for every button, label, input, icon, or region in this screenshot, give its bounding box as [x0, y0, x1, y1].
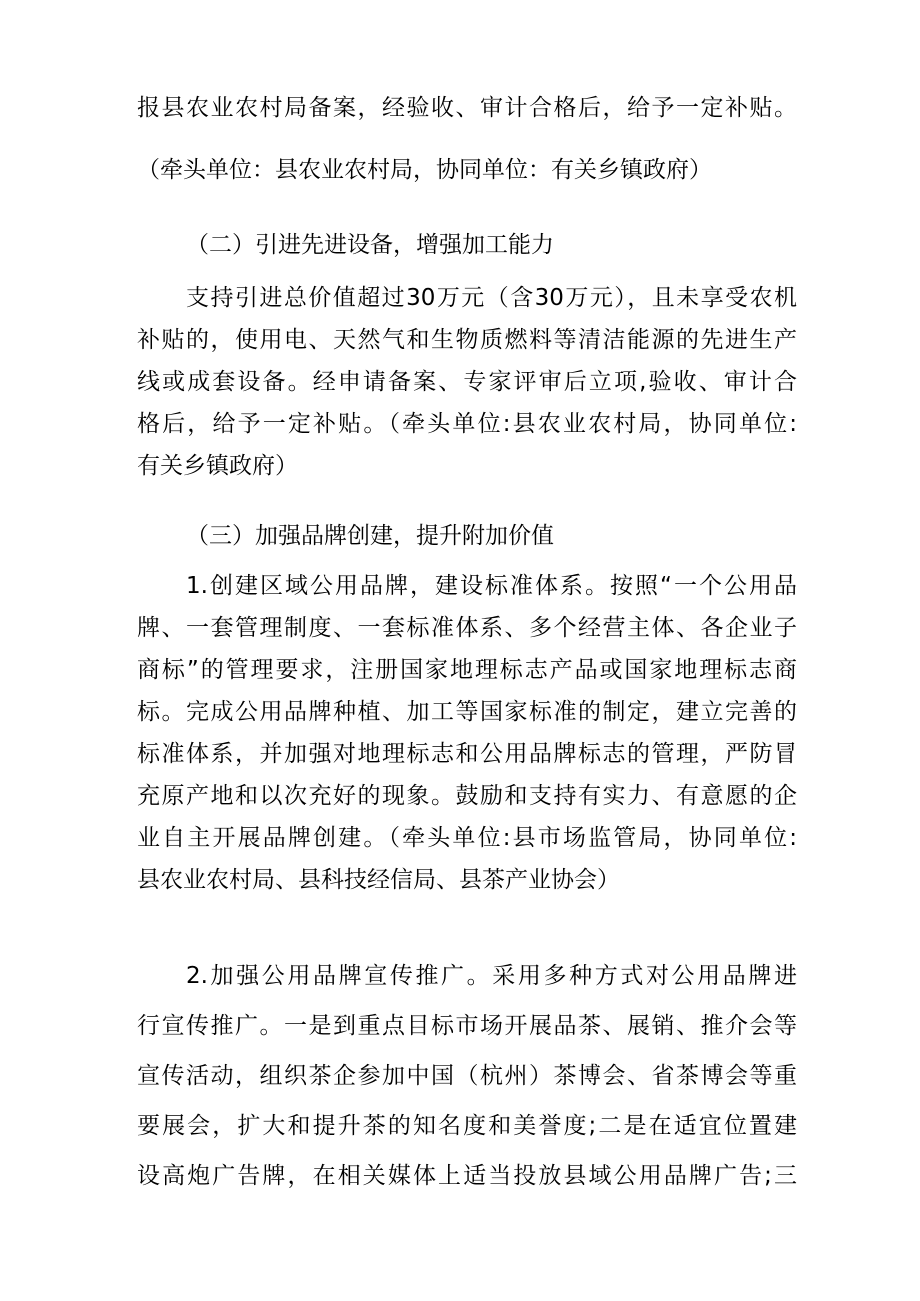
text-line-14: 标准体系，并加强对地理标志和公用品牌标志的管理，严防冒	[137, 741, 797, 767]
text-line-10: 1.创建区域公用品牌，建设标准体系。按照“一个公用品	[186, 573, 797, 599]
text-line-6: 线或成套设备。经申请备案、专家评审后立项,验收、审计合	[137, 369, 797, 395]
section-heading-3: （三）加强品牌创建，提升附加价值	[186, 523, 554, 549]
text-line-11: 牌、一套管理制度、一套标准体系、多个经营主体、各企业子	[137, 615, 797, 641]
text-line-13: 标。完成公用品牌种植、加工等国家标准的制定，建立完善的	[137, 699, 797, 725]
text-line-20: 宣传活动，组织茶企参加中国（杭州）茶博会、省茶博会等重	[137, 1063, 797, 1089]
text-line-22: 设高炮广告牌，在相关媒体上适当投放县域公用品牌广告;三	[137, 1163, 797, 1189]
text-line-18: 2.加强公用品牌宣传推广。采用多种方式对公用品牌进	[186, 963, 797, 989]
text-line-7: 格后，给予一定补贴。（牵头单位:县农业农村局，协同单位:	[137, 411, 797, 437]
text-line-4: 支持引进总价值超过30万元（含30万元），且未享受农机	[186, 285, 797, 311]
text-line-19: 行宣传推广。一是到重点目标市场开展品茶、展销、推介会等	[137, 1013, 797, 1039]
text-line-5: 补贴的，使用电、天然气和生物质燃料等清洁能源的先进生产	[137, 327, 797, 353]
section-heading-2: （二）引进先进设备，增强加工能力	[186, 232, 554, 258]
text-line-8: 有关乡镇政府）	[137, 453, 298, 479]
text-line-16: 业自主开展品牌创建。（牵头单位:县市场监管局，协同单位:	[137, 825, 797, 851]
text-line-2: （牵头单位：县农业农村局，协同单位：有关乡镇政府）	[137, 157, 712, 183]
text-line-21: 要展会，扩大和提升茶的知名度和美誉度;二是在适宜位置建	[137, 1113, 797, 1139]
text-line-17: 县农业农村局、县科技经信局、县茶产业协会）	[137, 867, 620, 893]
text-line-12: 商标”的管理要求，注册国家地理标志产品或国家地理标志商	[137, 657, 797, 683]
text-line-15: 充原产地和以次充好的现象。鼓励和支持有实力、有意愿的企	[137, 783, 797, 809]
text-line-1: 报县农业农村局备案，经验收、审计合格后，给予一定补贴。	[137, 95, 797, 121]
